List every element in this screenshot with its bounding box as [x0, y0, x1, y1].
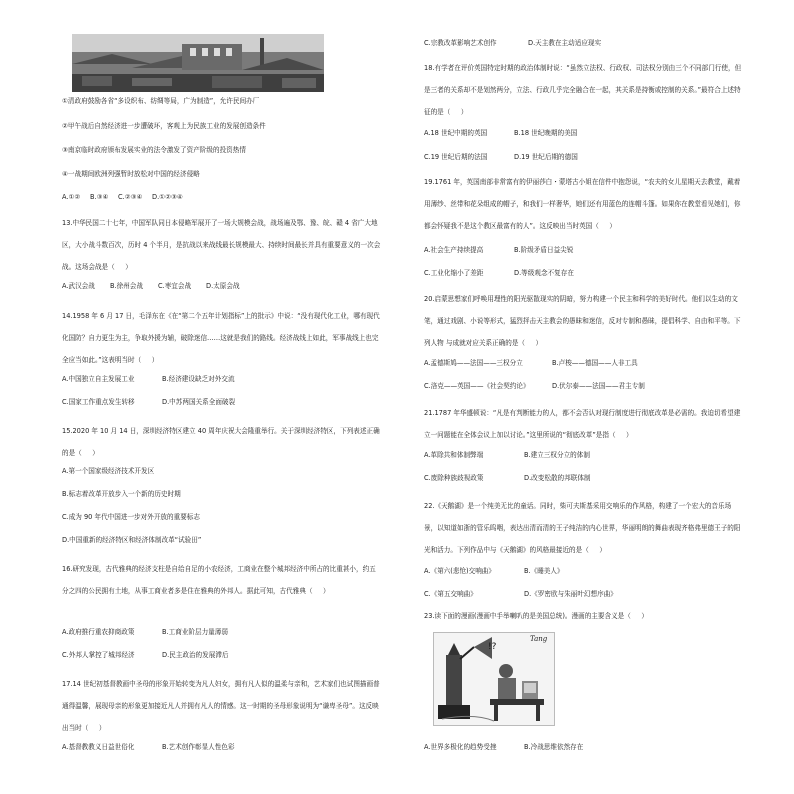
q18-stem: 18.有学者在评价英国特定时期的政治体制时说：“虽然立法权、行政权、司法权分别由三个不同部门行使，但是三者的关系却不是划然两分，立法、行政几乎完全融合在一起，其关系是持衡或控制的关系。”最符合上述特征的是（ ） — [424, 64, 742, 116]
q21-option-c[interactable]: C.废除种族歧视政策 — [424, 474, 484, 482]
q12-option-d[interactable]: D.①②③④ — [152, 193, 183, 201]
q19-options-row2 — [424, 268, 574, 279]
q15-option-d[interactable]: D.中国重新的经济特区和经济体制改革“试验田” — [62, 536, 202, 544]
q19-option-d[interactable]: D.等级观念不复存在 — [514, 269, 574, 277]
q14-options-row1 — [62, 374, 235, 385]
q16-option-a[interactable]: A.政府推行重农抑商政策 — [62, 628, 135, 636]
q23-option-a[interactable]: A.世界多极化的趋势受挫 — [424, 743, 497, 751]
q20-option-c[interactable]: C.洛克——英国——《社会契约论》 — [424, 382, 530, 390]
q17-option-d[interactable]: D.天主教在主动适应现实 — [528, 39, 602, 47]
q15-stem: 15.2020 年 10 月 14 日，深圳经济特区建立 40 周年庆祝大会隆重举行。关于深圳经济特区，下列表述正确的是（ ） — [62, 427, 380, 457]
q13-option-b[interactable]: B.徐州会战 — [110, 282, 143, 290]
q22-option-d[interactable]: D.《罗密欧与朱丽叶幻想序曲》 — [524, 590, 617, 598]
q20-stem: 20.启蒙思想家们呼唤用理性的阳光驱散现实的阴暗，努力构建一个民主和科学的美好时代。他们以生动的文笔，通过戏剧、小说等形式，猛烈抨击天主教会的愚昧和迷信，反对专制和愚昧，提倡科学、自由和平等。下列人物 与成就对应关系正确的是（ ） — [424, 295, 741, 347]
q18-option-c[interactable]: C.19 世纪后期的法国 — [424, 153, 488, 161]
q20-options-row2 — [424, 381, 645, 392]
factory-photo — [72, 34, 324, 92]
q14-option-b[interactable]: B.经济建设缺乏对外交流 — [162, 375, 235, 383]
q21-options-row1 — [424, 450, 590, 461]
q20-option-b[interactable]: B.卢梭——德国——人非工具 — [552, 359, 638, 367]
statement-3: ③南京临时政府颁布发展实业的法令激发了资产阶级的投资热情 — [62, 146, 246, 154]
q15-option-b[interactable]: B.标志着改革开放步入一个新的历史时期 — [62, 490, 181, 498]
q14-option-c[interactable]: C.国家工作重点发生转移 — [62, 398, 135, 406]
q16-option-c[interactable]: C.外邦人掌控了城邦经济 — [62, 651, 135, 659]
q12-option-b[interactable]: B.③④ — [90, 193, 109, 201]
q19-options-row1 — [424, 245, 573, 256]
q21-options-row2 — [424, 473, 591, 484]
q18-options-row1 — [424, 128, 577, 139]
cartoon-signature: Tang — [530, 635, 548, 643]
q16-option-d[interactable]: D.民主政治的发展滞后 — [162, 651, 229, 659]
q14-options-row2 — [62, 397, 235, 408]
q16-options-row2 — [62, 650, 229, 661]
q13-option-d[interactable]: D.太原会战 — [206, 282, 240, 290]
q18-option-d[interactable]: D.19 世纪后期的德国 — [514, 153, 578, 161]
q23-options-row1 — [424, 742, 583, 753]
q16-stem: 16.研究发现，古代雅典的经济支柱是自给自足的小农经济，工商业在整个城邦经济中所占的比重甚小，约五分之四的公民拥有土地，从事工商业者多是住在雅典的外邦人。据此可知，古代雅典（ ） — [62, 565, 376, 595]
q17-option-b[interactable]: B.艺术创作彰显人性色彩 — [162, 743, 235, 751]
q17-option-a[interactable]: A.基督教教义日益世俗化 — [62, 743, 135, 751]
q13-option-a[interactable]: A.武汉会战 — [62, 282, 95, 290]
q19-option-c[interactable]: C.工业化缩小了差距 — [424, 269, 484, 277]
q20-option-d[interactable]: D.伏尔泰——法国——君主专制 — [552, 382, 645, 390]
q21-stem: 21.1787 年华盛顿说：“凡是有判断能力的人，都不会否认对现行制度进行彻底改革是必需的。我迫切希望建立一问题能在全体会议上加以讨论。”这里所说的“彻底改革”是指（ ） — [424, 409, 741, 439]
q17-options-row2 — [424, 38, 601, 49]
q22-stem: 22.《天鹅湖》是一个纯美无比的童话。同时，柴可夫斯基采用交响乐的作风格，构建了一个宏大的音乐场景，以知道如浙的管乐呜咽，表达出清而清的王子纯洁的内心世界，华丽明朗的舞曲表现齐格弗里德王子的阳光和活力。下列作品中与《天鹅湖》的风格最接近的是（ ） — [424, 502, 741, 554]
political-cartoon — [433, 632, 555, 726]
q17-option-c[interactable]: C.宗教改革影响艺术创作 — [424, 39, 497, 47]
q21-option-b[interactable]: B.建立三权分立的体制 — [524, 451, 590, 459]
q19-option-b[interactable]: B.阶级矛盾日益尖锐 — [514, 246, 574, 254]
q14-stem: 14.1958 年 6 月 17 日，毛泽东在《在“第二个五年计划指标”上的批示》中说：“没有现代化工业，哪有现代化国防？自力更生为主，争取外援为辅，破除迷信……这就是我们的路线。经济战线上如此，军事战线上也完全应当如此。”这表明当时（ ） — [62, 312, 380, 364]
q13-option-c[interactable]: C.枣宜会战 — [158, 282, 192, 290]
q15-option-c[interactable]: C.成为 90 年代中国进一步对外开放的重要标志 — [62, 513, 200, 521]
q21-option-a[interactable]: A.革除共和体制弊端 — [424, 451, 484, 459]
q22-options-row2 — [424, 589, 617, 600]
cartoon-drawing — [434, 633, 554, 725]
statement-2: ②甲午战后自然经济进一步遭破坏，客观上为民族工业的发展创造条件 — [62, 122, 266, 130]
q15-option-a[interactable]: A.第一个国家级经济技术开发区 — [62, 467, 155, 475]
q23-stem: 23.读下面的漫画(漫画中手举喇叭的是美国总统)。漫画的主要含义是（ ） — [424, 612, 648, 620]
q18-option-a[interactable]: A.18 世纪中期的英国 — [424, 129, 488, 137]
q22-option-b[interactable]: B.《睡美人》 — [524, 567, 564, 575]
q19-option-a[interactable]: A.社会生产持续提高 — [424, 246, 484, 254]
q16-option-b[interactable]: B.工商业阶层力量薄弱 — [162, 628, 228, 636]
q18-options-row2 — [424, 152, 578, 163]
factory-photo-drawing — [72, 34, 324, 92]
q12-option-c[interactable]: C.②③④ — [118, 193, 143, 201]
q21-option-d[interactable]: D.改变松散的邦联体制 — [524, 474, 591, 482]
q14-option-a[interactable]: A.中国独立自主发展工业 — [62, 375, 135, 383]
q14-option-d[interactable]: D.中苏两国关系全面破裂 — [162, 398, 236, 406]
q18-option-b[interactable]: B.18 世纪晚期的美国 — [514, 129, 578, 137]
q23-option-b[interactable]: B.冷战思维依然存在 — [524, 743, 584, 751]
q20-options-row1 — [424, 358, 638, 369]
q13-stem: 13.中华民国二十七年，中国军队同日本侵略军展开了一场大规模会战，战场遍及鄂、豫、皖、赣 4 省广大地区，大小战斗数百次，历时 4 个半月，是抗战以来战线最长规模最大、持续时间最长并具有重要意义的一次会战。这场会战是（ ） — [62, 219, 381, 271]
q20-option-a[interactable]: A.孟德斯鸠——法国——三权分立 — [424, 359, 523, 367]
q22-option-c[interactable]: C.《第五交响曲》 — [424, 590, 477, 598]
statement-4: ④一战期间欧洲列强暂时放松对中国的经济侵略 — [62, 170, 200, 178]
q22-option-a[interactable]: A.《第六(悲怆)交响曲》 — [424, 567, 495, 575]
q12-option-a[interactable]: A.①② — [62, 193, 81, 201]
q17-options-row1 — [62, 742, 235, 753]
q17-stem: 17.14 世纪初基督教画中圣母的形象开始转变为凡人妇女，拥有凡人似的温柔与亲和，艺术家们也试图描画普通得温馨，展现母亲的形象更加接近凡人并拥有凡人的情感。这一时期的圣母形象说明为“谦卑圣母”。这反映出当时（ ） — [62, 680, 380, 732]
q13-options — [62, 281, 254, 292]
q22-options-row1 — [424, 566, 564, 577]
statement-1: ①清政府鼓励各省“多设织布、纺绸等局，广为制造”，允许民间办厂 — [62, 97, 260, 105]
q16-options-row1 — [62, 627, 228, 638]
q19-stem: 19.1761 年，英国南部非常富有的伊丽莎白・蒙塔古小姐在信件中抱怨说，“农夫的女儿星期天去教堂，戴着用薄纱、丝带和花朵组成的帽子，和我们一样奢华，她们还有用蓝色的连帽斗篷。如果你在教堂看见她们，你都会怀疑我不是这个教区最富有的人”。这反映出当时英国（ ） — [424, 178, 741, 230]
q12-options — [62, 192, 192, 203]
svg-text:!?: !? — [488, 642, 497, 652]
